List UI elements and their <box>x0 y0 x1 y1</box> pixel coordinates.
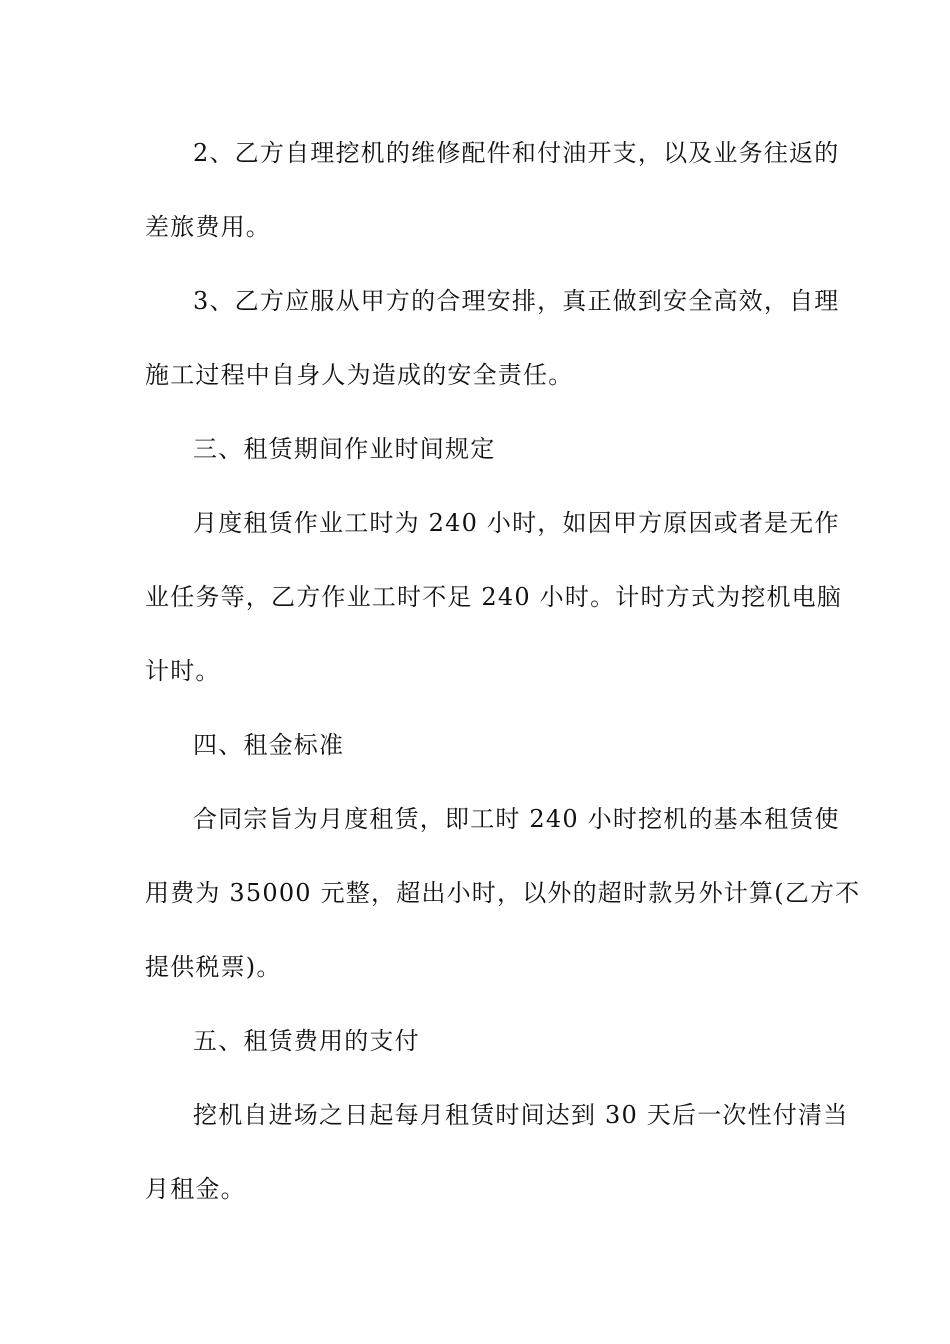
section-3-para-line-2: 业任务等，乙方作业工时不足 240 小时。计时方式为挖机电脑 <box>145 583 843 611</box>
section-3-para-line-3: 计时。 <box>145 657 221 685</box>
section-3-heading: 三、租赁期间作业时间规定 <box>193 435 496 463</box>
section-4-para-line-3: 提供税票)。 <box>145 953 282 981</box>
clause-3-line-1: 3、乙方应服从甲方的合理安排，真正做到安全高效，自理 <box>193 287 840 315</box>
section-4-para-line-2: 用费为 35000 元整，超出小时，以外的超时款另外计算(乙方不 <box>145 879 861 907</box>
section-5-heading: 五、租赁费用的支付 <box>193 1027 420 1055</box>
document-body <box>145 116 861 1226</box>
clause-2-line-1: 2、乙方自理挖机的维修配件和付油开支，以及业务往返的 <box>193 139 840 167</box>
section-4-heading: 四、租金标准 <box>193 731 345 759</box>
section-3-para-line-1: 月度租赁作业工时为 240 小时，如因甲方原因或者是无作 <box>193 509 840 537</box>
clause-2-line-2: 差旅费用。 <box>145 213 271 241</box>
clause-3-line-2: 施工过程中自身人为造成的安全责任。 <box>145 361 574 389</box>
section-4-para-line-1: 合同宗旨为月度租赁，即工时 240 小时挖机的基本租赁使 <box>193 805 840 833</box>
section-5-para-line-2: 月租金。 <box>145 1175 246 1203</box>
section-5-para-line-1: 挖机自进场之日起每月租赁时间达到 30 天后一次性付清当 <box>193 1101 849 1129</box>
